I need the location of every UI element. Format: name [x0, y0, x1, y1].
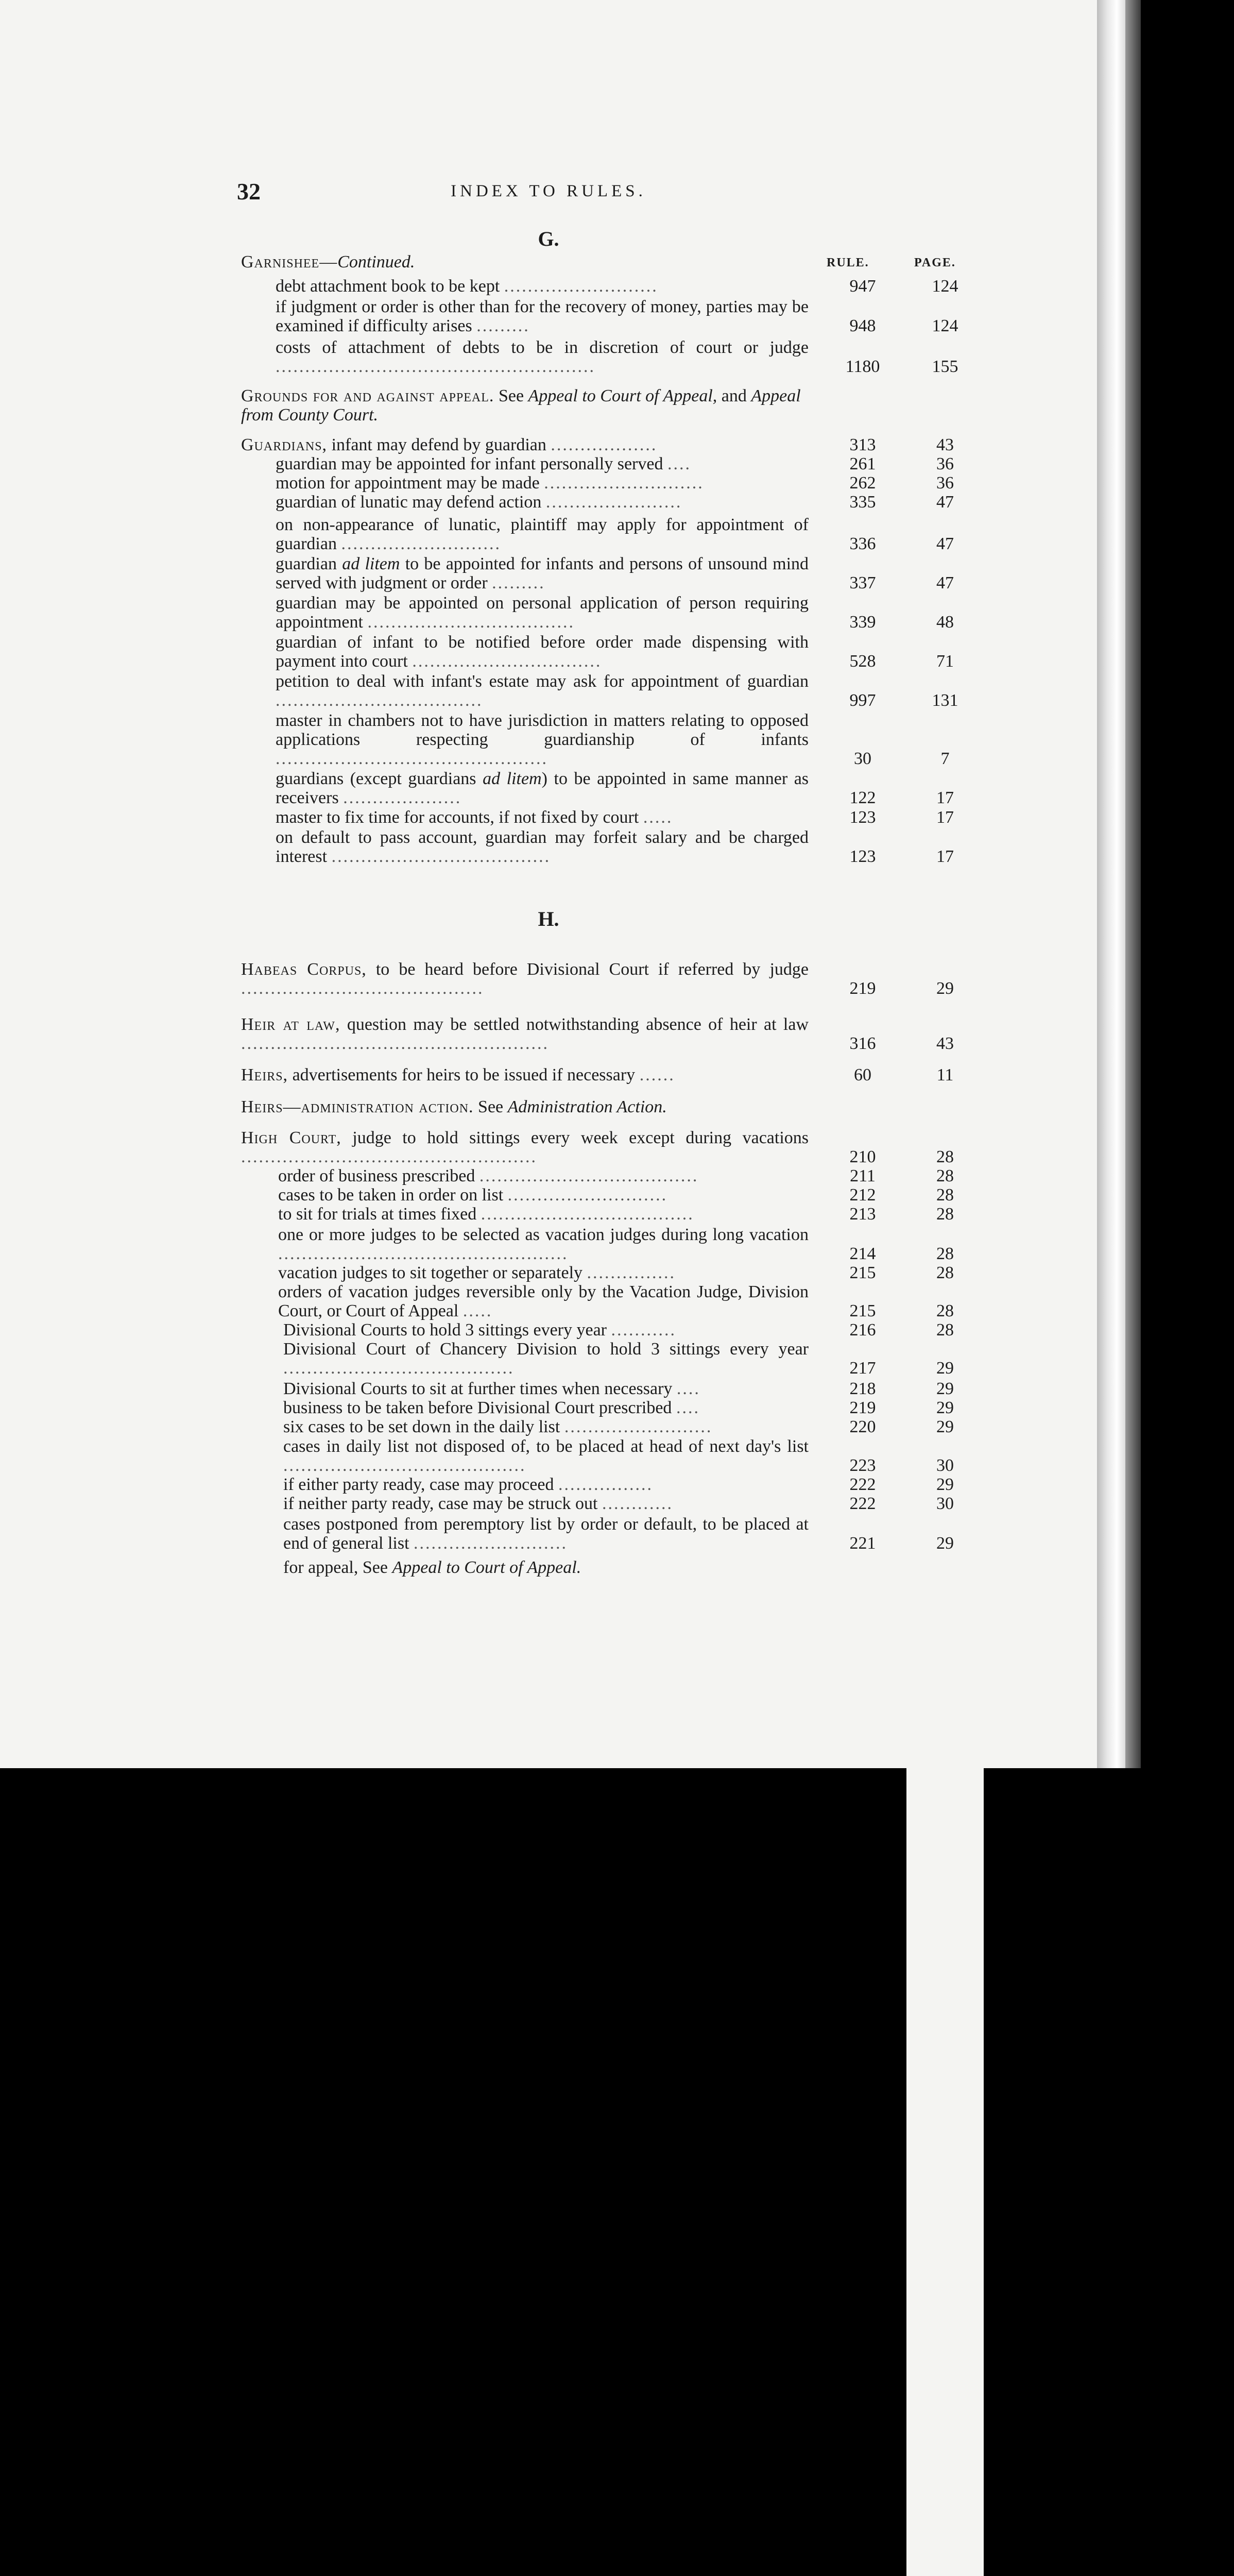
- entry-text: guardian of lunatic may defend action: [276, 493, 542, 512]
- page-ref: 47: [906, 534, 984, 2302]
- entry-text: Divisional Court of Chancery Division to hold 3 sittings every year: [283, 1340, 809, 1359]
- page-ref: 28: [906, 1185, 984, 2576]
- section-letter-g: G.: [538, 227, 559, 250]
- entry-text: for appeal, See: [283, 1558, 388, 1577]
- entry-heading: Grounds for and against appeal.: [241, 386, 494, 405]
- entry-text: petition to deal with infant's estate may ask for appointment of guardian: [276, 672, 809, 691]
- rule-number: 336: [849, 534, 876, 553]
- rule-number: 262: [849, 473, 876, 493]
- entry-text: to be appointed for infants and persons of unsound mind served with judgment or order: [276, 554, 809, 592]
- latin-term: ad litem: [483, 769, 542, 788]
- entry-text: ) to be appointed in same manner as receivers: [276, 769, 809, 807]
- page-ref: 29: [906, 1417, 984, 2576]
- page-ref: 155: [906, 357, 984, 2125]
- entry-text: guardians (except guardians: [276, 769, 476, 788]
- rule-number: 335: [849, 493, 876, 512]
- entry-text: to sit for trials at times fixed: [278, 1205, 477, 1224]
- page-ref: 30: [906, 1456, 984, 2576]
- page-ref: 17: [906, 788, 984, 2556]
- entry-text: six cases to be set down in the daily list: [283, 1417, 560, 1436]
- page-ref: 30: [906, 1494, 984, 2576]
- page-ref: 11: [906, 1065, 984, 2576]
- entry-text: guardian of infant to be notified before order made dispensing with payment into court: [276, 633, 809, 671]
- page-ref: 28: [906, 1301, 984, 2576]
- rule-number: 222: [849, 1475, 876, 1494]
- page-ref: 29: [906, 1359, 984, 2576]
- rule-number: 1180: [845, 357, 880, 376]
- entry-heading: Heirs—administration action.: [241, 1097, 474, 1116]
- rule-number: 123: [849, 847, 876, 866]
- page-ref: 36: [906, 454, 984, 2223]
- entry-text: to be heard before Divisional Court if referred by judge: [375, 960, 809, 979]
- column-header-rule: RULE.: [827, 256, 869, 269]
- rule-number: 219: [849, 979, 876, 998]
- rule-number: 218: [849, 1379, 876, 1398]
- entry-heading: Habeas Corpus,: [241, 960, 367, 979]
- rule-number: 337: [849, 573, 876, 592]
- rule-number: 30: [854, 749, 871, 768]
- page-ref: 28: [906, 1166, 984, 2576]
- running-title: INDEX TO RULES.: [451, 182, 646, 200]
- entry-heading: Guardians,: [241, 435, 328, 454]
- page-ref: 47: [906, 493, 984, 2261]
- page-ref: 124: [906, 277, 984, 2045]
- page-ref: 28: [906, 1320, 984, 2576]
- entry-text: orders of vacation judges reversible only by the Vacation Judge, Division Court, or Court of Appeal: [278, 1282, 809, 1320]
- rule-number: 122: [849, 788, 876, 807]
- rule-number: 222: [849, 1494, 876, 1513]
- cross-reference: Appeal to Court of Appeal.: [392, 1558, 581, 1577]
- entry-text: on non-appearance of lunatic, plaintiff may apply for appointment of guardian: [276, 515, 809, 553]
- rule-number: 211: [850, 1166, 876, 1185]
- entry-text: guardian may be appointed on personal application of person requiring appointment: [276, 594, 809, 632]
- rule-number: 214: [849, 1244, 876, 1263]
- rule-number: 212: [849, 1185, 876, 1205]
- entry-heading: Garnishee—: [241, 252, 338, 272]
- rule-number: 948: [849, 316, 876, 335]
- page-ref: 28: [906, 1147, 984, 2576]
- entry-text: Divisional Courts to hold 3 sittings every year: [283, 1320, 607, 1340]
- rule-number: 219: [849, 1398, 876, 1417]
- page-edge: [1097, 0, 1125, 1768]
- entry-heading: High Court,: [241, 1128, 341, 1147]
- page-ref: 71: [906, 652, 984, 2420]
- conjunction: and: [721, 386, 747, 405]
- rule-number: 123: [849, 808, 876, 827]
- entry-text: cases postponed from peremptory list by order or default, to be placed at end of general list: [283, 1515, 809, 1553]
- entry-text: business to be taken before Divisional Court prescribed: [283, 1398, 672, 1417]
- rule-number: 215: [849, 1301, 876, 1320]
- entry-text: guardian: [276, 554, 337, 573]
- entry-text: on default to pass account, guardian may forfeit salary and be charged interest: [276, 828, 809, 866]
- page-ref: 7: [906, 749, 984, 2517]
- rule-number: 528: [849, 652, 876, 671]
- page-ref: 28: [906, 1205, 984, 2576]
- entry-text: motion for appointment may be made: [276, 473, 540, 493]
- see-label: See: [498, 386, 524, 405]
- entry-text: master in chambers not to have jurisdiction in matters relating to opposed applications respecting guardianship of infants: [276, 711, 809, 749]
- entry-text: cases to be taken in order on list: [278, 1185, 504, 1205]
- entry-text: one or more judges to be selected as vacation judges during long vacation: [278, 1225, 809, 1244]
- page-ref: 29: [906, 1379, 984, 2576]
- page-ref: 29: [906, 1398, 984, 2576]
- page-ref: 43: [906, 435, 984, 2204]
- entry-heading: Heir at law,: [241, 1015, 340, 1034]
- book-page: 32 INDEX TO RULES. G. Garnishee—Continued. RULE. PAGE. debt attachment book to be kept .......................... 947 124 if judgment or order is other than for the recovery of money, parties may be examined if difficulty arises ......... 948 124 costs of attachment of debts to be in discretion of court or judge ...................................................... 1180 155 Grounds for and against appeal. See Appeal to Court of Appeal, and Appeal from County Court. Guardians, infant may defend by guardian .................. 313 43 guardian may be appointed for infant personally served .... 261 36 motion for appointment may be made ........................... 262 36 guardian of lunatic may defend action ....................... 335 47 on non-appearance of lunatic, plaintiff may apply for appointment of guardian ........................... 336 47 guardian ad litem to be appointed for infants and persons of unsound mind served with judgment or order ......... 337 47 guardian may be appointed on personal application of person requiring appointment ................................... 339 48 guardian of infant to be notified before order made dispensing with payment into court ................................ 528 71 petition to deal with infant's estate may ask for appointment of guardian ................................... 997 131 master in chambers not to have jurisdiction in matters relating to opposed applications respecting guardianship of infants .............................................. 30 7 guardians (except guardians ad litem) to be appointed in same manner as receivers .................... 122 17 master to fix time for accounts, if not fixed by court ..... 123 17 on default to pass account, guardian may forfeit salary and be charged interest ..................................... 123 17 H. Habeas Corpus, to be heard before Divisional Court if referred by judge ......................................... 219 29 Heir at law, question may be settled notwithstanding absence of heir at law .................................................... 316 43 Heirs, advertisements for heirs to be issued if necessary ...... 60 11 Heirs—administration action. See Administration Action. High Court, judge to hold sittings every week except during vacations .................................................. 210 28 order of business prescribed ..................................... 211 28 cases to be taken in order on list ........................... 212 28 to sit for trials at times fixed .................................... 213 28 one or more judges to be selected as vacation judges during long vacation ................................................. 214 28 vacation judges to sit together or separately ............... 215 28 orders of vacation judges reversible only by the Vacation Judge, Division Court, or Court of Appeal ..... 215 28 Divisional Courts to hold 3 sittings every year ........... 216 28 Divisional Court of Chancery Division to hold 3 sittings every year ....................................... 217 29 Divisional Courts to sit at further times when necessary .... 218 29 business to be taken before Divisional Court prescribed .... 219 29 six cases to be set down in the daily list ......................... 220 29 cases in daily list not disposed of, to be placed at head of next day's list ......................................... 223 30 if either party ready, case may proceed ................ 222 29 if neither party ready, case may be struck out ............ 222 30 cases postponed from peremptory list by order or default, to be placed at end of general list .......................... 221 29 for appeal, See Appeal to Court of Appeal.: [0, 0, 1097, 1768]
- rule-number: 221: [849, 1534, 876, 1553]
- rule-number: 947: [849, 277, 876, 296]
- entry-text: debt attachment book to be kept: [276, 277, 500, 296]
- page-ref: 29: [906, 979, 984, 2576]
- latin-term: ad litem: [342, 554, 400, 573]
- entry-text: question may be settled notwithstanding absence of heir at law: [347, 1015, 809, 1034]
- entry-text: Divisional Courts to sit at further times when necessary: [283, 1379, 673, 1398]
- see-label: See: [478, 1097, 504, 1116]
- page-ref: 29: [906, 1475, 984, 2576]
- rule-number: 261: [849, 454, 876, 473]
- page-header: [0, 178, 1097, 209]
- rule-number: 217: [849, 1359, 876, 1378]
- page-ref: 28: [906, 1263, 984, 2576]
- cross-reference: Appeal to Court of Appeal,: [528, 386, 717, 405]
- entry-text: cases in daily list not disposed of, to be placed at head of next day's list: [283, 1437, 809, 1456]
- page-ref: 48: [906, 613, 984, 2381]
- cross-reference: Appeal from County Court.: [241, 386, 801, 425]
- entry-text: costs of attachment of debts to be in discretion of court or judge: [276, 338, 809, 357]
- entry-text: if either party ready, case may proceed: [283, 1475, 554, 1494]
- page-number: 32: [237, 178, 261, 205]
- entry-text: if judgment or order is other than for the recovery of money, parties may be examined if difficulty arises: [276, 297, 809, 335]
- binding-shadow: [1125, 0, 1141, 1768]
- rule-number: 220: [849, 1417, 876, 1436]
- rule-number: 997: [849, 691, 876, 710]
- rule-number: 316: [849, 1034, 876, 1053]
- rule-number: 216: [849, 1320, 876, 1340]
- entry-text: infant may defend by guardian: [331, 435, 546, 454]
- rule-number: 213: [849, 1205, 876, 1224]
- section-letter-h: H.: [538, 907, 559, 930]
- entry-heading: Heirs,: [241, 1065, 288, 1084]
- page-ref: 36: [906, 473, 984, 2242]
- page-ref: 28: [906, 1244, 984, 2576]
- entry-text: guardian may be appointed for infant personally served: [276, 454, 663, 473]
- page-ref: 17: [906, 808, 984, 2576]
- entry-text: if neither party ready, case may be struck out: [283, 1494, 598, 1513]
- entry-text: master to fix time for accounts, if not fixed by court: [276, 808, 639, 827]
- rule-number: 210: [849, 1147, 876, 1166]
- entry-text: judge to hold sittings every week except during vacations: [352, 1128, 809, 1147]
- page-ref: 124: [906, 316, 984, 2084]
- rule-number: 313: [849, 435, 876, 454]
- page-ref: 131: [906, 691, 984, 2459]
- rule-number: 60: [854, 1065, 871, 1084]
- page-ref: 47: [906, 573, 984, 2342]
- page-ref: 29: [906, 1534, 984, 2576]
- entry-text: advertisements for heirs to be issued if necessary: [292, 1065, 636, 1084]
- entry-text: vacation judges to sit together or separately: [278, 1263, 583, 1282]
- page-ref: 43: [906, 1034, 984, 2576]
- rule-number: 223: [849, 1456, 876, 1475]
- column-header-page: PAGE.: [914, 256, 956, 269]
- cross-reference: Administration Action.: [507, 1097, 667, 1116]
- rule-number: 339: [849, 613, 876, 632]
- page-ref: 17: [906, 847, 984, 2576]
- rule-number: 215: [849, 1263, 876, 1282]
- entry-continued: Continued.: [337, 252, 415, 272]
- entry-text: order of business prescribed: [278, 1166, 475, 1185]
